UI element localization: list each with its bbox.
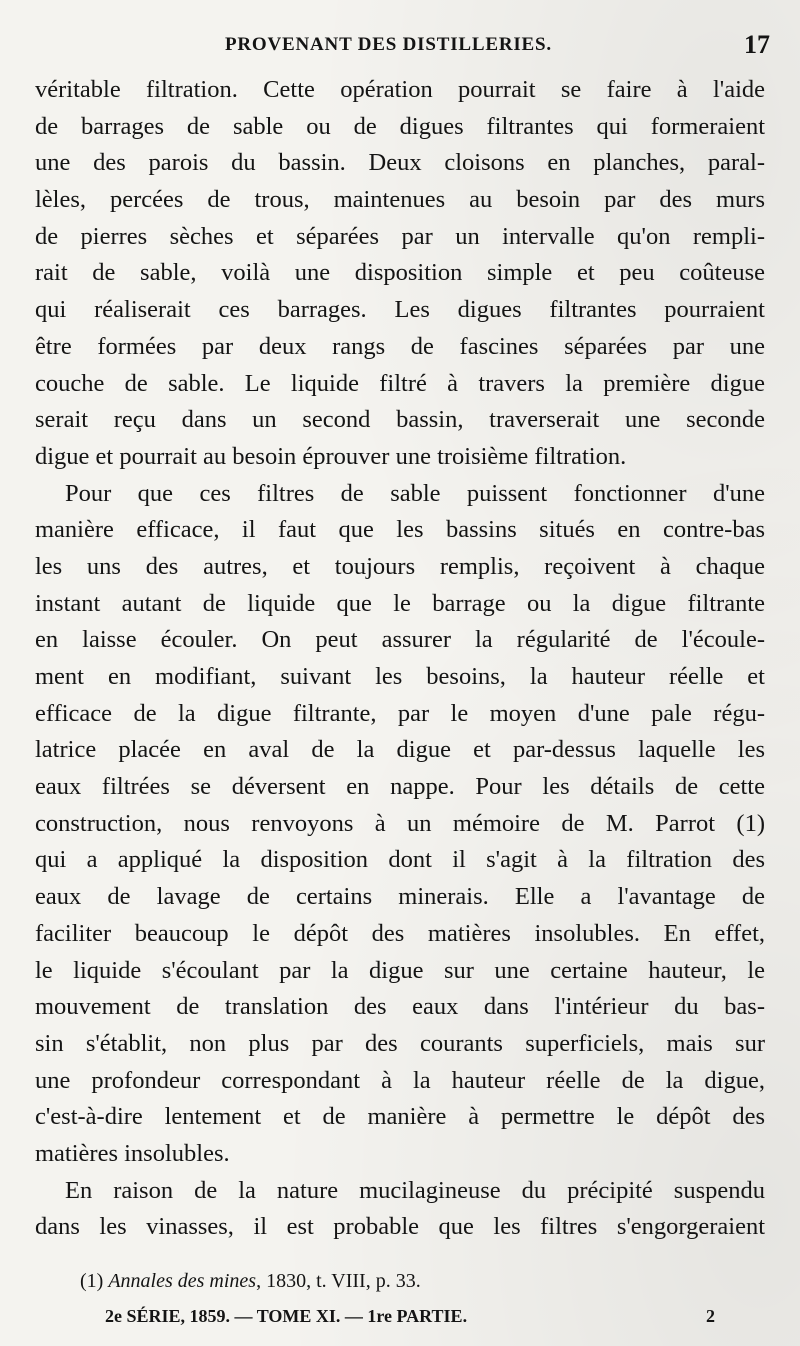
footnote-journal: Annales des mines (108, 1270, 257, 1292)
text-line: mouvement de translation des eaux dans l'intérieur du bas- (35, 993, 765, 1021)
text-line: Pour que ces filtres de sable puissent fonctionner d'une (65, 479, 765, 507)
text-line: de pierres sèches et séparées par un intervalle qu'on rempli- (35, 222, 765, 250)
text-line: dans les vinasses, il est probable que les filtres s'engorgeraient (35, 1213, 765, 1241)
running-title: PROVENANT DES DISTILLERIES. (225, 34, 552, 55)
footnote-marker: (1) (80, 1270, 104, 1292)
text-line: sin s'établit, non plus par des courants superficiels, mais sur (35, 1029, 765, 1057)
body-text (35, 72, 765, 1246)
text-line: couche de sable. Le liquide filtré à travers la première digue (35, 369, 765, 397)
text-line: manière efficace, il faut que les bassins situés en contre-bas (35, 516, 765, 544)
text-line: efficace de la digue filtrante, par le moyen d'une pale régu- (35, 699, 765, 727)
sheet-number: 2 (706, 1306, 715, 1326)
text-line: une profondeur correspondant à la hauteur réelle de la digue, (35, 1066, 765, 1094)
text-line: matières insolubles. (35, 1139, 230, 1167)
signature-text: 2e SÉRIE, 1859. — TOME XI. — 1re PARTIE. (105, 1306, 468, 1326)
text-line: serait reçu dans un second bassin, traverserait une seconde (35, 406, 765, 434)
page-number: 17 (744, 30, 770, 59)
text-line: de barrages de sable ou de digues filtrantes qui formeraient (35, 112, 765, 140)
text-line: qui a appliqué la disposition dont il s'agit à la filtration des (35, 846, 765, 874)
text-line: eaux filtrées se déversent en nappe. Pour les détails de cette (35, 773, 765, 801)
text-line: instant autant de liquide que le barrage ou la digue filtrante (35, 589, 765, 617)
printer-signature (105, 1306, 715, 1327)
text-line: ment en modifiant, suivant les besoins, la hauteur réelle et (35, 663, 765, 690)
page-header (35, 30, 770, 62)
footnote (80, 1270, 421, 1293)
text-line: En raison de la nature mucilagineuse du précipité suspendu (65, 1176, 765, 1204)
text-line: c'est-à-dire lentement et de manière à permettre le dépôt des (35, 1103, 765, 1131)
text-line: latrice placée en aval de la digue et par-dessus laquelle les (35, 736, 765, 764)
text-line: qui réaliserait ces barrages. Les digues filtrantes pourraient (35, 296, 765, 324)
text-line: une des parois du bassin. Deux cloisons en planches, paral- (35, 149, 765, 177)
text-line: rait de sable, voilà une disposition simple et peu coûteuse (35, 259, 765, 287)
footnote-citation: , 1830, t. VIII, p. 33. (256, 1270, 421, 1292)
text-line: les uns des autres, et toujours remplis, reçoivent à chaque (35, 552, 765, 580)
text-line: le liquide s'écoulant par la digue sur une certaine hauteur, le (35, 956, 765, 984)
text-line: en laisse écouler. On peut assurer la régularité de l'écoule- (35, 626, 765, 654)
text-line: lèles, percées de trous, maintenues au besoin par des murs (35, 186, 765, 214)
text-line: construction, nous renvoyons à un mémoire de M. Parrot (1) (35, 809, 765, 837)
text-line: eaux de lavage de certains minerais. Elle a l'avantage de (35, 883, 765, 911)
text-line: faciliter beaucoup le dépôt des matières insolubles. En effet, (35, 919, 765, 947)
text-line: véritable filtration. Cette opération pourrait se faire à l'aide (35, 76, 765, 103)
text-line: digue et pourrait au besoin éprouver une troisième filtration. (35, 442, 627, 470)
text-line: être formées par deux rangs de fascines séparées par une (35, 332, 765, 360)
